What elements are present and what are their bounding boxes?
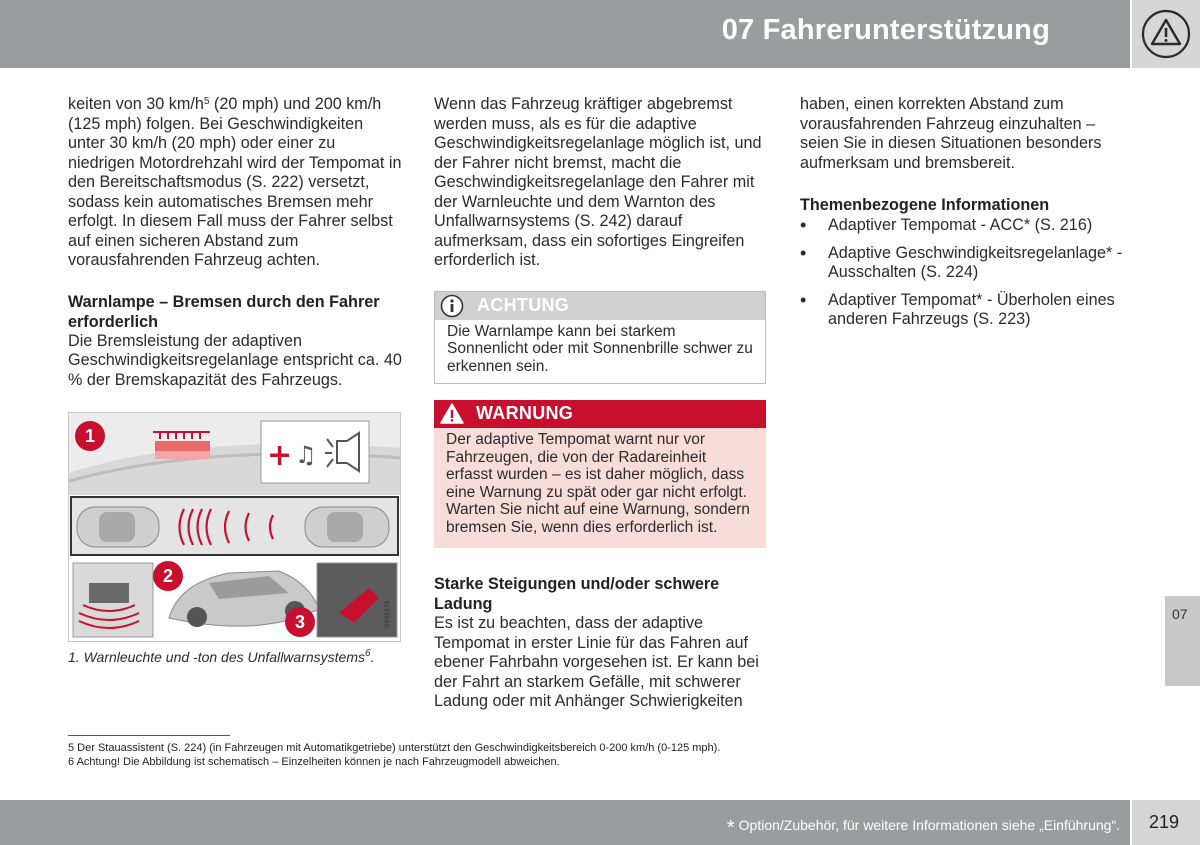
callout-1: 1 — [75, 421, 105, 451]
header-tab — [1132, 0, 1200, 68]
caption-text: 1. Warnleuchte und -ton des Unfallwarnsystems — [68, 649, 365, 665]
callout-3: 3 — [285, 607, 315, 637]
asterisk: * — [726, 817, 735, 839]
footnote-rule — [68, 735, 230, 736]
svg-text:+: + — [267, 438, 293, 473]
body-paragraph-4: haben, einen korrekten Abstand zum vorausfahrenden Fahrzeug einzuhalten – seien Sie in diesen Situationen besonders aufmerksam und bremsbereit. — [800, 95, 1102, 172]
footnote-6: 6 Achtung! Die Abbildung ist schematisch – Einzelheiten können je nach Fahrzeugmodell abweichen. — [68, 756, 560, 768]
footnotes — [68, 741, 720, 769]
section-heading-steigungen: Starke Steigungen und/oder schwere Ladung — [434, 575, 720, 613]
related-link[interactable]: • Adaptiver Tempomat - ACC* (S. 216) — [800, 216, 1135, 236]
side-tab-label: 07 — [1172, 606, 1188, 622]
svg-text:♫: ♫ — [295, 441, 317, 469]
collision-warning-figure — [68, 412, 401, 642]
footnote-ref-6: 6 — [365, 648, 371, 659]
related-info-heading: Themenbezogene Informationen — [800, 196, 1050, 214]
warning-triangle-icon — [439, 402, 465, 426]
caption-end: . — [370, 649, 375, 665]
related-link[interactable]: • Adaptiver Tempomat* - Überholen eines anderen Fahrzeugs (S. 223) — [800, 291, 1135, 330]
figure-caption — [68, 648, 403, 666]
body-paragraph-2: Wenn das Fahrzeug kräftiger abgebremst werden muss, als es für die adaptive Geschwindigkeitsregelanlage möglich ist, und der Fahrer nicht bremst, macht die Geschwindigkeitsregelanlage den Fahrer mit der Warnleuchte und dem Warnton des Unfallwarnsystems (S. 242) darauf aufmerksam, dass ein sofortiges Eingreifen erforderlich ist. — [434, 95, 762, 269]
column-2 — [434, 95, 769, 712]
header-bar — [0, 0, 1130, 68]
figure-illustration — [69, 413, 401, 642]
warning-triangle-icon — [1141, 9, 1191, 59]
body-paragraph: Die Bremsleistung der adaptiven Geschwindigkeitsregelanlage entspricht ca. 40 % der Bremskapazität des Fahrzeugs. — [68, 331, 402, 389]
footnote-ref-5: 5 — [203, 96, 210, 107]
footer-note-text: Option/Zubehör, für weitere Informationen siehe „Einführung“. — [738, 817, 1120, 834]
intro-paragraph — [68, 95, 403, 271]
svg-text:G046278: G046278 — [384, 600, 391, 628]
achtung-box — [434, 291, 766, 385]
body-paragraph-3: Es ist zu beachten, dass der adaptive Tempomat in erster Linie für das Fahren auf ebener Fahrbahn vorgesehen ist. Er kann bei der Fahrt an starkem Gefälle, mit schwerer Ladung oder mit Anhänger Schwierigkeiten — [434, 614, 759, 710]
achtung-label: ACHTUNG — [477, 294, 570, 315]
achtung-text: Die Warnlampe kann bei starkem Sonnenlicht oder mit Sonnenbrille schwer zu erkennen sein. — [447, 322, 753, 375]
section-heading-warnlampe: Warnlampe – Bremsen durch den Fahrer erforderlich — [68, 292, 380, 331]
page-number-box — [1132, 800, 1200, 845]
page-number: 219 — [1149, 812, 1180, 832]
related-link[interactable]: • Adaptive Geschwindigkeitsregelanlage* - Ausschalten (S. 224) — [800, 244, 1135, 283]
warnung-header — [434, 400, 766, 428]
footer-note — [727, 815, 1120, 838]
achtung-header — [435, 292, 765, 320]
warnung-text: Der adaptive Tempomat warnt nur vor Fahrzeugen, die von der Radareinheit erfasst wurden – es ist daher möglich, dass eine Warnung zu spät oder gar nicht erfolgt. Warten Sie nicht auf eine Warnung, sondern bremsen Sie, wenn dies erforderlich ist. — [446, 431, 750, 536]
column-3 — [800, 95, 1135, 338]
chapter-side-tab[interactable] — [1165, 596, 1200, 686]
chapter-title: 07 Fahrerunterstützung — [721, 14, 1050, 46]
intro-text-rest: (20 mph) und 200 km/h (125 mph) folgen. Bei Geschwindigkeiten unter 30 km/h (20 mph) oder einer zu niedrigen Motordrehzahl wird der Tempomat in den Bereitschaftsmodus (S. 222) versetzt, sodass kein automatisches Bremsen mehr erfolgt. In diesem Fall muss der Fahrer selbst auf einen sicheren Abstand zum vorausfahrenden Fahrzeug achten. — [68, 95, 402, 269]
intro-text-start: keiten von 30 km/h — [68, 95, 204, 113]
info-icon — [440, 294, 464, 318]
warnung-label: WARNUNG — [476, 403, 574, 423]
related-links-list — [800, 216, 1135, 330]
footnote-5: 5 Der Stauassistent (S. 224) (in Fahrzeugen mit Automatikgetriebe) unterstützt den Geschwindigkeitsbereich 0-200 km/h (0-125 mph). — [68, 742, 721, 754]
warnung-box — [434, 400, 766, 548]
column-1 — [68, 95, 403, 666]
callout-2: 2 — [153, 561, 183, 591]
